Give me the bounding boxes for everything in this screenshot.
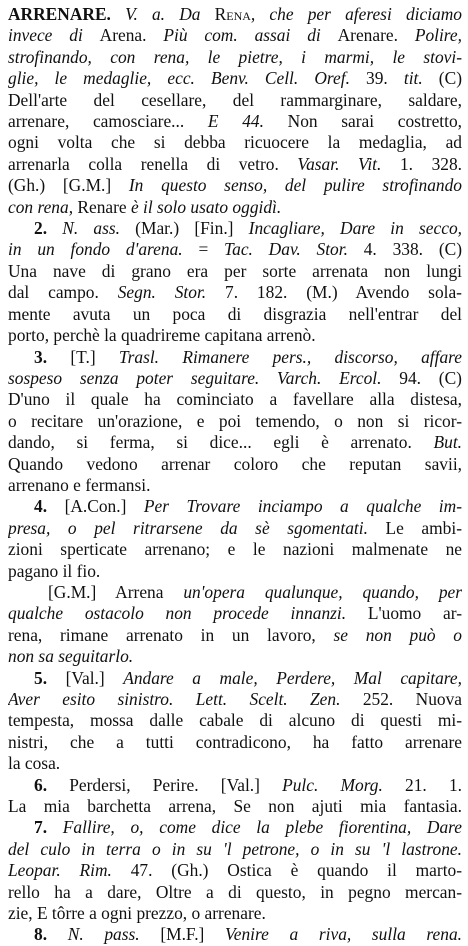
entry-text: Una nave di grano era per sorte arrenata non lungi [8, 260, 462, 281]
sense-number: 5. [34, 667, 66, 688]
entry-line [8, 132, 462, 153]
entry-text: = [198, 239, 225, 260]
entry-text: con rena, [8, 196, 78, 217]
entry-line [8, 454, 462, 475]
entry-line [8, 882, 462, 903]
headword: ARRENARE. [8, 4, 111, 24]
entry-text: mente avuta un poca di disgrazia nell'entrar del [8, 303, 462, 324]
entry-line [8, 197, 462, 218]
sense-number: 8. [34, 924, 68, 945]
entry-text: , che per aferesi diciamo [250, 4, 462, 24]
entry-line [8, 368, 462, 389]
entry-text: zie, E tôrre a ogni prezzo, o arrenare. [8, 903, 266, 924]
entry-text: Pulc. Morg. [282, 774, 383, 795]
entry-text: Perdersi, Perire. [Val.] [69, 774, 283, 795]
entry-text: [G.M.] Arrena [48, 581, 184, 602]
entry-text: In questo senso, del pulire strofinando [128, 175, 462, 196]
entry-line [8, 860, 462, 881]
entry-text: dando, si ferma, si dice... egli è arrenato. [8, 432, 434, 453]
entry-text: arrenarla colla renella di vetro. [8, 153, 298, 174]
entry-text: glie, le medaglie, ecc. Benv. Cell. Oref. [8, 68, 367, 89]
sense-number: 7. [34, 817, 63, 838]
entry-line [8, 432, 462, 453]
entry-line [8, 496, 462, 517]
entry-text: (Gh.) [G.M.] [8, 175, 129, 196]
entry-line [8, 582, 462, 603]
entry-line [8, 924, 462, 945]
entry-line [8, 475, 462, 496]
entry-text: strofinando, con rena, le pietre, i marmi, le stovi- [8, 46, 462, 67]
entry-text: invece di [8, 25, 100, 46]
entry-text: presa, o pel ritrarsene da sè sgomentati. [8, 517, 368, 538]
entry-text: pagano il fio. [8, 560, 101, 581]
entry-text: [T.] [70, 346, 119, 367]
entry-line [8, 47, 462, 68]
entry-line [8, 68, 462, 89]
entry-line [8, 4, 462, 25]
entry-line [8, 282, 462, 303]
entry-text: Fallire, o, come dice la plebe fiorentina, Dare [62, 817, 462, 838]
entry-line [8, 111, 462, 132]
entry-line [8, 539, 462, 560]
entry-line [8, 796, 462, 817]
entry-text: 47. (Gh.) Ostica è quando il marto- [111, 860, 462, 881]
entry-text: V. a. Da [110, 4, 215, 24]
entry-text: [M.F.] [139, 924, 226, 945]
entry-text: Più com. assai di [163, 25, 338, 46]
sense-number: 4. [34, 496, 65, 517]
entry-text: o recitare un'orazione, e poi temendo, o non si ricor- [8, 410, 462, 431]
entry-text: se non può o [333, 624, 462, 645]
entry-text: 4. 338. (C) [347, 239, 462, 260]
sense-number: 6. [34, 774, 70, 795]
entry-text: [Val.] [65, 667, 124, 688]
entry-text: del culo in terra o in su 'l petrone, o in su 'l lastrone. [8, 838, 462, 859]
entry-line [8, 775, 462, 796]
entry-text: Tac. Dav. Stor. [224, 239, 348, 260]
entry-text: è il solo usato oggidì. [130, 196, 282, 217]
entry-text: (Mar.) [Fin.] [119, 218, 249, 239]
entry-text: arrenare, camosciare... [8, 111, 208, 132]
entry-text: un'opera qualunque, quando, per [183, 581, 462, 602]
entry-text: Non sarai costretto, [263, 111, 462, 132]
entry-text: N. pass. [67, 924, 140, 945]
entry-line [8, 668, 462, 689]
entry-text: Dell'arte del cesellare, del rammarginare, saldare, [8, 89, 462, 110]
entry-text: Renare [77, 196, 131, 217]
entry-text: Rena [214, 4, 251, 24]
entry-line [8, 154, 462, 175]
entry-text: Venire a riva, sulla rena. [225, 924, 462, 945]
entry-text: N. ass. [62, 218, 120, 239]
entry-line [8, 325, 462, 346]
entry-line [8, 239, 462, 260]
entry-text: rello ha a dare, Oltre a di questo, in pegno mercan- [8, 881, 462, 902]
entry-text: Incagliare, Dare in secco, [248, 218, 462, 239]
entry-text: non sa seguitarlo. [8, 646, 134, 667]
entry-text: tempesta, mossa dalle cabale di alcuno di questi mi- [8, 710, 462, 731]
entry-text: Leopar. Rim. [8, 860, 112, 881]
entry-text: qualche ostacolo non procede innanzi. [8, 603, 347, 624]
sense-number: 2. [34, 218, 63, 239]
entry-text: Segn. Stor. [117, 282, 207, 303]
entry-text: 1. 328. [381, 153, 462, 174]
entry-line [8, 732, 462, 753]
entry-line [8, 90, 462, 111]
entry-text: Aver esito sinistro. Lett. Scelt. Zen. [8, 689, 341, 709]
entry-line [8, 389, 462, 410]
entry-text: Trasl. Rimanere pers., discorso, affare [118, 346, 462, 367]
entry-text: 21. 1. [382, 774, 462, 795]
entry-line [8, 25, 462, 46]
entry-text: nistri, che a tutti contradicono, ha fatto arrenare [8, 731, 462, 752]
entry-text: La mia barchetta arrena, Se non ajuti mia fantasia. [8, 796, 462, 817]
entry-line [8, 646, 462, 667]
entry-line [8, 304, 462, 325]
entry-line [8, 561, 462, 582]
entry-text: Le ambi- [367, 517, 462, 538]
entry-text: Andare a male, Perdere, Mal capitare, [123, 667, 462, 688]
entry-line [8, 411, 462, 432]
entry-text: Arena. [99, 25, 164, 46]
entry-text: 7. 182. (M.) Avendo sola- [206, 282, 462, 303]
entry-text: la cosa. [8, 753, 61, 774]
entry-line [8, 710, 462, 731]
entry-line [8, 817, 462, 838]
entry-text: rena, rimane arrenato in un lavoro, [8, 624, 334, 645]
entry-line [8, 175, 462, 196]
entry-line [8, 518, 462, 539]
entry-text: Vasar. Vit. [297, 153, 382, 174]
entry-line [8, 603, 462, 624]
entry-text: zioni sperticate arrenano; e le nazioni malmenate ne [8, 539, 462, 560]
entry-text: Arenare. [337, 25, 415, 46]
entry-text: [A.Con.] [64, 496, 144, 517]
entry-text: But. [433, 432, 462, 453]
entry-text: 252. Nuova [340, 689, 462, 709]
entry-line [8, 625, 462, 646]
entry-text: tit. [403, 68, 423, 89]
entry-text: arrenano e fermansi. [8, 474, 151, 495]
entry-line [8, 903, 462, 924]
entry-text: L'uomo ar- [346, 603, 462, 624]
entry-text: 39. [366, 68, 404, 89]
entry-text: in un fondo d'arena. [8, 239, 199, 260]
entry-text: sospeso senza poter seguitare. Varch. Ercol. [8, 367, 382, 388]
entry-text: porto, perchè la quadrireme capitana arrenò. [8, 325, 316, 346]
entry-line [8, 347, 462, 368]
entry-text: Polire, [414, 25, 462, 46]
entry-text: dal campo. [8, 282, 118, 303]
entry-text: E 44. [207, 111, 264, 132]
entry-text: 94. (C) [381, 367, 462, 388]
entry-line [8, 689, 462, 710]
entry-line [8, 261, 462, 282]
entry-text: Per Trovare inciampo a qualche im- [143, 496, 462, 517]
entry-text: D'uno il quale ha cominciato a favellare alla distesa, [8, 389, 462, 410]
entry-line [8, 218, 462, 239]
entry-text: ogni volta che si debba ricuocere la medaglia, ad [8, 132, 462, 153]
sense-number: 3. [34, 346, 71, 367]
entry-text: (C) [422, 68, 462, 89]
entry-line [8, 753, 462, 774]
entry-line [8, 839, 462, 860]
entry-text: Quando vedono arrenar coloro che reputan savii, [8, 453, 462, 474]
dictionary-entry-arrenare [8, 4, 462, 946]
